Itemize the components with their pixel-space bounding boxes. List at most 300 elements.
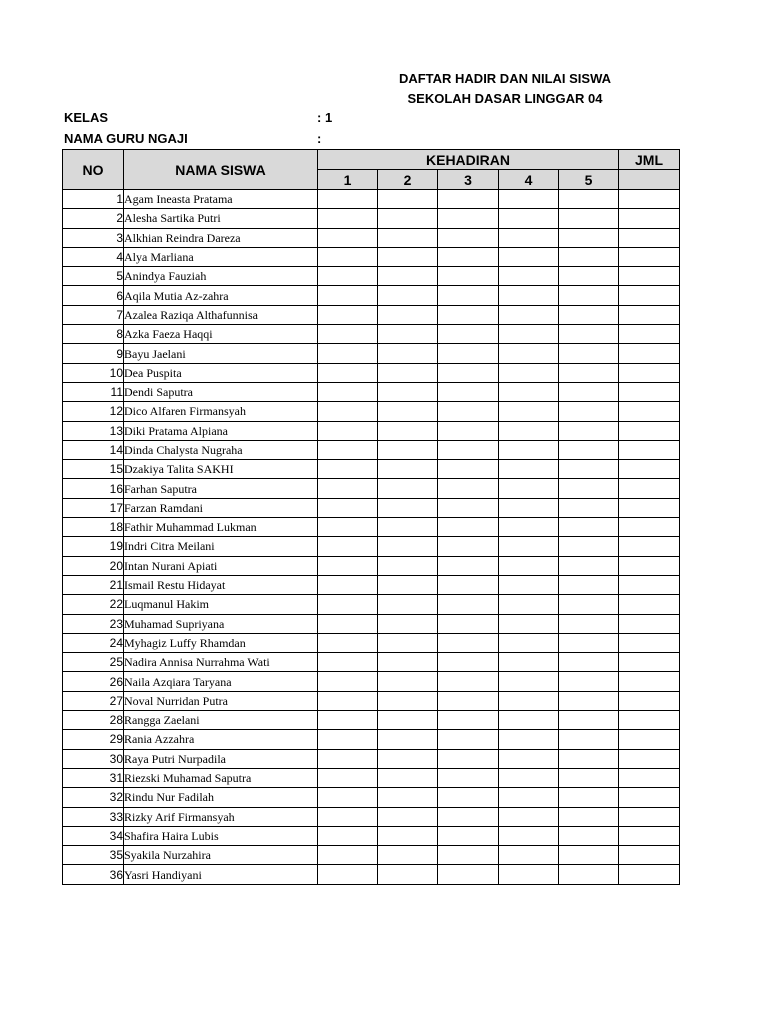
- attendance-cell: [318, 518, 378, 537]
- student-number: 34: [63, 826, 124, 845]
- jml-cell: [619, 518, 680, 537]
- school-name: SEKOLAH DASAR LINGGAR 04: [407, 91, 603, 106]
- header-session-2: 2: [378, 170, 438, 190]
- kelas-value: : 1: [317, 110, 333, 125]
- attendance-cell: [499, 807, 559, 826]
- attendance-cell: [499, 749, 559, 768]
- jml-cell: [619, 537, 680, 556]
- jml-cell: [619, 768, 680, 787]
- attendance-cell: [499, 460, 559, 479]
- jml-cell: [619, 633, 680, 652]
- student-name: Dea Puspita: [124, 363, 318, 382]
- jml-cell: [619, 595, 680, 614]
- attendance-cell: [499, 633, 559, 652]
- attendance-cell: [438, 402, 499, 421]
- header-jml-blank: [619, 170, 680, 190]
- attendance-cell: [378, 518, 438, 537]
- attendance-cell: [559, 286, 619, 305]
- attendance-cell: [438, 749, 499, 768]
- jml-cell: [619, 479, 680, 498]
- table-row: [63, 595, 680, 614]
- attendance-cell: [438, 498, 499, 517]
- attendance-cell: [559, 421, 619, 440]
- attendance-cell: [318, 556, 378, 575]
- attendance-cell: [318, 807, 378, 826]
- student-number: 15: [63, 460, 124, 479]
- attendance-cell: [499, 325, 559, 344]
- attendance-cell: [438, 633, 499, 652]
- attendance-cell: [559, 190, 619, 209]
- table-row: [63, 267, 680, 286]
- table-row: [63, 788, 680, 807]
- jml-cell: [619, 305, 680, 324]
- student-number: 2: [63, 209, 124, 228]
- table-row: [63, 498, 680, 517]
- attendance-cell: [318, 768, 378, 787]
- attendance-cell: [559, 846, 619, 865]
- attendance-cell: [438, 691, 499, 710]
- attendance-cell: [559, 575, 619, 594]
- table-row: [63, 421, 680, 440]
- jml-cell: [619, 807, 680, 826]
- attendance-cell: [499, 826, 559, 845]
- attendance-cell: [438, 228, 499, 247]
- header-kehadiran: KEHADIRAN: [318, 150, 619, 170]
- attendance-cell: [318, 614, 378, 633]
- student-number: 25: [63, 653, 124, 672]
- attendance-cell: [499, 363, 559, 382]
- jml-cell: [619, 865, 680, 884]
- attendance-cell: [438, 711, 499, 730]
- attendance-cell: [499, 228, 559, 247]
- attendance-cell: [318, 749, 378, 768]
- student-name: Luqmanul Hakim: [124, 595, 318, 614]
- attendance-cell: [499, 247, 559, 266]
- attendance-cell: [559, 595, 619, 614]
- attendance-cell: [559, 768, 619, 787]
- attendance-cell: [438, 247, 499, 266]
- header-session-4: 4: [499, 170, 559, 190]
- table-row: [63, 518, 680, 537]
- table-row: [63, 865, 680, 884]
- attendance-cell: [559, 865, 619, 884]
- student-number: 5: [63, 267, 124, 286]
- student-name: Naila Azqiara Taryana: [124, 672, 318, 691]
- attendance-cell: [499, 575, 559, 594]
- table-row: [63, 537, 680, 556]
- student-number: 29: [63, 730, 124, 749]
- student-number: 36: [63, 865, 124, 884]
- student-number: 8: [63, 325, 124, 344]
- attendance-cell: [559, 305, 619, 324]
- jml-cell: [619, 788, 680, 807]
- student-number: 28: [63, 711, 124, 730]
- attendance-cell: [559, 363, 619, 382]
- attendance-cell: [438, 305, 499, 324]
- attendance-cell: [318, 190, 378, 209]
- attendance-cell: [378, 749, 438, 768]
- attendance-cell: [378, 672, 438, 691]
- attendance-cell: [559, 749, 619, 768]
- attendance-cell: [559, 460, 619, 479]
- attendance-cell: [378, 382, 438, 401]
- attendance-cell: [378, 865, 438, 884]
- table-row: [63, 228, 680, 247]
- jml-cell: [619, 498, 680, 517]
- student-number: 27: [63, 691, 124, 710]
- jml-cell: [619, 711, 680, 730]
- attendance-cell: [438, 440, 499, 459]
- table-row: [63, 826, 680, 845]
- attendance-cell: [559, 479, 619, 498]
- jml-cell: [619, 575, 680, 594]
- student-name: Fathir Muhammad Lukman: [124, 518, 318, 537]
- table-row: [63, 247, 680, 266]
- attendance-cell: [378, 653, 438, 672]
- attendance-cell: [499, 209, 559, 228]
- student-name: Anindya Fauziah: [124, 267, 318, 286]
- student-name: Raya Putri Nurpadila: [124, 749, 318, 768]
- attendance-cell: [438, 479, 499, 498]
- jml-cell: [619, 228, 680, 247]
- attendance-cell: [318, 402, 378, 421]
- attendance-cell: [318, 286, 378, 305]
- table-row: [63, 382, 680, 401]
- student-name: Rangga Zaelani: [124, 711, 318, 730]
- attendance-cell: [559, 633, 619, 652]
- attendance-cell: [438, 421, 499, 440]
- attendance-cell: [438, 325, 499, 344]
- attendance-cell: [438, 537, 499, 556]
- attendance-cell: [318, 595, 378, 614]
- jml-cell: [619, 402, 680, 421]
- attendance-cell: [499, 382, 559, 401]
- attendance-cell: [559, 518, 619, 537]
- jml-cell: [619, 672, 680, 691]
- attendance-cell: [318, 460, 378, 479]
- attendance-cell: [378, 826, 438, 845]
- attendance-cell: [378, 344, 438, 363]
- attendance-cell: [318, 575, 378, 594]
- attendance-cell: [378, 768, 438, 787]
- table-row: [63, 807, 680, 826]
- attendance-cell: [378, 190, 438, 209]
- attendance-cell: [499, 344, 559, 363]
- student-number: 22: [63, 595, 124, 614]
- attendance-cell: [378, 730, 438, 749]
- attendance-cell: [499, 498, 559, 517]
- attendance-cell: [378, 247, 438, 266]
- attendance-cell: [559, 267, 619, 286]
- attendance-cell: [438, 672, 499, 691]
- attendance-cell: [499, 537, 559, 556]
- table-row: [63, 691, 680, 710]
- student-number: 16: [63, 479, 124, 498]
- attendance-cell: [378, 228, 438, 247]
- attendance-cell: [438, 865, 499, 884]
- attendance-cell: [438, 267, 499, 286]
- attendance-cell: [559, 402, 619, 421]
- attendance-cell: [438, 826, 499, 845]
- table-row: [63, 730, 680, 749]
- attendance-cell: [318, 247, 378, 266]
- attendance-cell: [438, 286, 499, 305]
- table-row: [63, 614, 680, 633]
- attendance-cell: [438, 575, 499, 594]
- attendance-cell: [559, 807, 619, 826]
- attendance-cell: [318, 653, 378, 672]
- student-number: 10: [63, 363, 124, 382]
- attendance-cell: [559, 440, 619, 459]
- jml-cell: [619, 286, 680, 305]
- table-row: [63, 325, 680, 344]
- attendance-cell: [438, 209, 499, 228]
- student-name: Farzan Ramdani: [124, 498, 318, 517]
- student-name: Riezski Muhamad Saputra: [124, 768, 318, 787]
- attendance-cell: [318, 479, 378, 498]
- attendance-cell: [499, 479, 559, 498]
- table-row: [63, 402, 680, 421]
- student-number: 18: [63, 518, 124, 537]
- attendance-cell: [499, 865, 559, 884]
- attendance-cell: [318, 711, 378, 730]
- student-name: Syakila Nurzahira: [124, 846, 318, 865]
- table-row: [63, 479, 680, 498]
- jml-cell: [619, 267, 680, 286]
- attendance-cell: [499, 653, 559, 672]
- attendance-cell: [438, 653, 499, 672]
- attendance-cell: [499, 402, 559, 421]
- student-name: Intan Nurani Apiati: [124, 556, 318, 575]
- student-name: Rania Azzahra: [124, 730, 318, 749]
- table-row: [63, 556, 680, 575]
- attendance-cell: [378, 595, 438, 614]
- jml-cell: [619, 421, 680, 440]
- student-name: Azalea Raziqa Althafunnisa: [124, 305, 318, 324]
- student-number: 4: [63, 247, 124, 266]
- attendance-cell: [318, 363, 378, 382]
- student-rows: [63, 190, 680, 885]
- attendance-cell: [499, 421, 559, 440]
- jml-cell: [619, 730, 680, 749]
- attendance-cell: [499, 440, 559, 459]
- jml-cell: [619, 363, 680, 382]
- attendance-cell: [318, 498, 378, 517]
- student-number: 12: [63, 402, 124, 421]
- attendance-cell: [559, 247, 619, 266]
- attendance-cell: [438, 788, 499, 807]
- attendance-cell: [438, 768, 499, 787]
- jml-cell: [619, 749, 680, 768]
- student-name: Alesha Sartika Putri: [124, 209, 318, 228]
- attendance-cell: [499, 691, 559, 710]
- jml-cell: [619, 440, 680, 459]
- jml-cell: [619, 325, 680, 344]
- attendance-cell: [378, 325, 438, 344]
- attendance-cell: [499, 711, 559, 730]
- attendance-cell: [499, 788, 559, 807]
- table-row: [63, 846, 680, 865]
- attendance-cell: [318, 421, 378, 440]
- student-name: Muhamad Supriyana: [124, 614, 318, 633]
- attendance-cell: [378, 846, 438, 865]
- attendance-cell: [438, 807, 499, 826]
- table-row: [63, 711, 680, 730]
- table-row: [63, 190, 680, 209]
- jml-cell: [619, 460, 680, 479]
- attendance-cell: [318, 228, 378, 247]
- jml-cell: [619, 247, 680, 266]
- jml-cell: [619, 846, 680, 865]
- student-number: 35: [63, 846, 124, 865]
- attendance-cell: [318, 826, 378, 845]
- attendance-cell: [318, 344, 378, 363]
- student-name: Myhagiz Luffy Rhamdan: [124, 633, 318, 652]
- student-number: 14: [63, 440, 124, 459]
- student-name: Farhan Saputra: [124, 479, 318, 498]
- attendance-cell: [318, 730, 378, 749]
- student-number: 21: [63, 575, 124, 594]
- student-number: 17: [63, 498, 124, 517]
- attendance-cell: [318, 382, 378, 401]
- attendance-cell: [559, 382, 619, 401]
- attendance-cell: [438, 730, 499, 749]
- attendance-cell: [499, 614, 559, 633]
- jml-cell: [619, 653, 680, 672]
- attendance-cell: [499, 556, 559, 575]
- attendance-cell: [499, 672, 559, 691]
- table-row: [63, 460, 680, 479]
- attendance-cell: [559, 498, 619, 517]
- attendance-cell: [499, 190, 559, 209]
- table-row: [63, 209, 680, 228]
- attendance-cell: [318, 209, 378, 228]
- attendance-cell: [499, 595, 559, 614]
- attendance-cell: [378, 537, 438, 556]
- table-row: [63, 768, 680, 787]
- attendance-cell: [318, 691, 378, 710]
- guru-value: :: [317, 131, 322, 146]
- attendance-cell: [559, 209, 619, 228]
- attendance-cell: [559, 556, 619, 575]
- attendance-cell: [378, 633, 438, 652]
- attendance-cell: [438, 556, 499, 575]
- header-jml: JML: [619, 150, 680, 170]
- attendance-cell: [499, 730, 559, 749]
- student-name: Rizky Arif Firmansyah: [124, 807, 318, 826]
- attendance-cell: [378, 363, 438, 382]
- student-name: Diki Pratama Alpiana: [124, 421, 318, 440]
- student-number: 3: [63, 228, 124, 247]
- attendance-cell: [318, 846, 378, 865]
- student-name: Dendi Saputra: [124, 382, 318, 401]
- attendance-cell: [318, 633, 378, 652]
- header-session-5: 5: [559, 170, 619, 190]
- student-number: 31: [63, 768, 124, 787]
- attendance-cell: [559, 691, 619, 710]
- table-row: [63, 286, 680, 305]
- jml-cell: [619, 614, 680, 633]
- student-name: Ismail Restu Hidayat: [124, 575, 318, 594]
- table-row: [63, 344, 680, 363]
- attendance-table: [62, 149, 680, 885]
- table-row: [63, 363, 680, 382]
- student-name: Agam Ineasta Pratama: [124, 190, 318, 209]
- attendance-cell: [378, 479, 438, 498]
- student-name: Rindu Nur Fadilah: [124, 788, 318, 807]
- student-name: Dinda Chalysta Nugraha: [124, 440, 318, 459]
- attendance-cell: [438, 190, 499, 209]
- attendance-cell: [438, 344, 499, 363]
- attendance-cell: [559, 325, 619, 344]
- student-name: Azka Faeza Haqqi: [124, 325, 318, 344]
- student-name: Alkhian Reindra Dareza: [124, 228, 318, 247]
- student-number: 33: [63, 807, 124, 826]
- attendance-cell: [499, 518, 559, 537]
- attendance-cell: [499, 846, 559, 865]
- student-number: 6: [63, 286, 124, 305]
- attendance-cell: [438, 382, 499, 401]
- table-row: [63, 672, 680, 691]
- attendance-cell: [378, 209, 438, 228]
- attendance-cell: [378, 614, 438, 633]
- student-name: Indri Citra Meilani: [124, 537, 318, 556]
- attendance-cell: [318, 325, 378, 344]
- jml-cell: [619, 691, 680, 710]
- attendance-cell: [559, 730, 619, 749]
- attendance-cell: [438, 363, 499, 382]
- attendance-cell: [378, 807, 438, 826]
- attendance-cell: [378, 286, 438, 305]
- attendance-cell: [559, 826, 619, 845]
- table-row: [63, 633, 680, 652]
- attendance-cell: [438, 846, 499, 865]
- table-row: [63, 575, 680, 594]
- attendance-cell: [559, 537, 619, 556]
- attendance-cell: [438, 460, 499, 479]
- student-name: Shafira Haira Lubis: [124, 826, 318, 845]
- attendance-cell: [378, 267, 438, 286]
- header-session-1: 1: [318, 170, 378, 190]
- student-number: 24: [63, 633, 124, 652]
- attendance-cell: [318, 788, 378, 807]
- attendance-cell: [318, 305, 378, 324]
- attendance-cell: [378, 440, 438, 459]
- attendance-cell: [499, 286, 559, 305]
- header-no: NO: [63, 150, 124, 190]
- attendance-cell: [318, 537, 378, 556]
- attendance-cell: [378, 460, 438, 479]
- attendance-cell: [559, 788, 619, 807]
- table-row: [63, 305, 680, 324]
- student-number: 19: [63, 537, 124, 556]
- attendance-cell: [559, 653, 619, 672]
- kelas-label: KELAS: [64, 110, 109, 125]
- student-number: 9: [63, 344, 124, 363]
- attendance-cell: [378, 421, 438, 440]
- student-number: 23: [63, 614, 124, 633]
- attendance-cell: [318, 672, 378, 691]
- student-number: 11: [63, 382, 124, 401]
- jml-cell: [619, 190, 680, 209]
- attendance-cell: [378, 711, 438, 730]
- table-row: [63, 653, 680, 672]
- attendance-cell: [499, 768, 559, 787]
- student-name: Noval Nurridan Putra: [124, 691, 318, 710]
- student-name: Alya Marliana: [124, 247, 318, 266]
- jml-cell: [619, 826, 680, 845]
- table-row: [63, 749, 680, 768]
